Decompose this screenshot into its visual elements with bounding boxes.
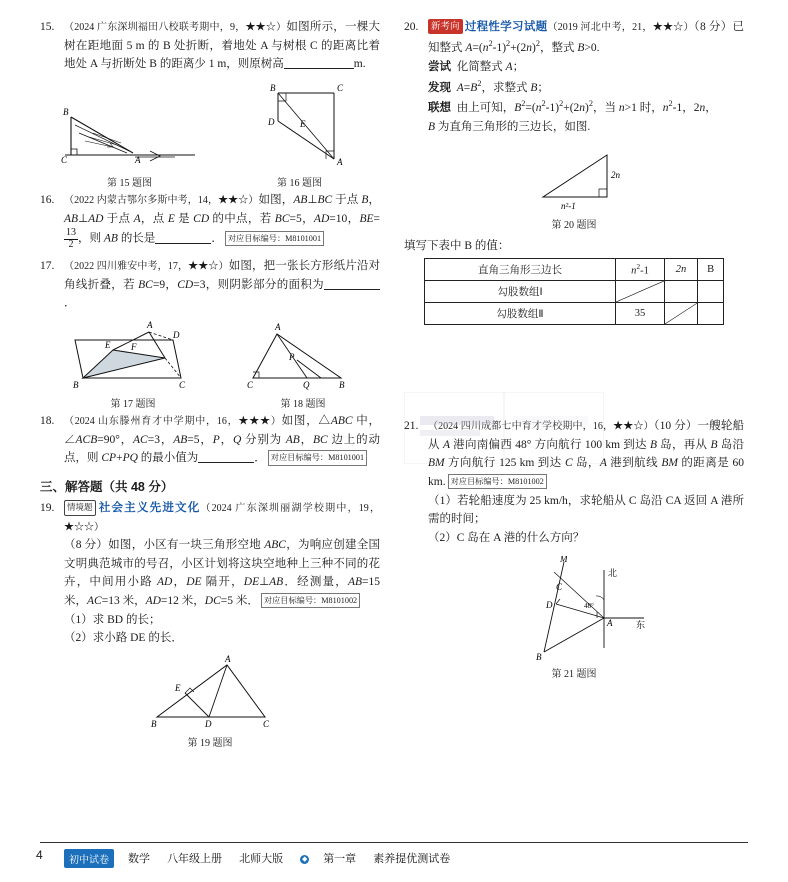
th-3: B [698,259,724,281]
figure-17 [53,320,213,410]
td-r1-c2[interactable] [664,303,697,325]
question-18-number: 18. [40,415,55,427]
question-16-code: 对应目标编号：M8101001 [225,231,324,246]
question-16-source: （2022 内蒙古鄂尔多斯中考，14，★★☆） [64,194,259,206]
svg-text:A: A [607,617,613,628]
question-17-blank[interactable] [324,278,380,290]
td-r0-c3[interactable] [698,281,724,303]
question-19-body: 情境题 社会主义先进文化（2024 广东深圳丽湖学校期中，19，★☆☆） （8 分）如图，小区有一块三角形空地 ABC，为响应创建全国文明典范城市的号召，小区计划将这块空地种上三种不同的花卉，中间用小路 AD，DE 隔开，DE⊥AB．经测量，AB=15 米，AC=13 米，AD=12 米，DC=5 米． 对应目标编号：M8101002 （1）求 BD 的长； （2）求小路 DE 的长． [64,501,381,645]
question-16-blank[interactable] [155,232,211,244]
svg-text:A: A [134,154,140,165]
question-20-score: （8 分） [693,21,733,33]
question-19-badge: 情境题 [64,500,96,516]
figure-21-caption: 第 21 题图 [551,668,597,680]
question-15-text: 如图所示，一棵大树在距地面 5 m 的 B 处折断，着地处 A 与树根 C 的距离比着地处 A 与折断处 B 的距离少 1 m，则原树高 [64,21,380,71]
svg-text:东: 东 [636,619,646,630]
svg-text:D: D [173,330,180,340]
figure-21 [404,556,744,680]
question-21-code: 对应目标编号：M8101002 [448,474,547,489]
question-21-body: （2024 四川成都七中育才学校期中，16，★★☆）（10 分）一艘轮船从 A 港向南偏西 48° 方向航行 100 km 到达 B 岛，再从 B 岛沿 BM 方向航行 125 km 到达 C 岛，A 港到航线 BM 的距离是 60 km. 对应目标编号：M8101002 （1）若轮船速度为 25 km/h，求轮船从 C 岛沿 CA 返回 A 港所需的时间； （2）C 岛在 A 港的什么方向？ [428,420,745,544]
figure-17-caption: 第 17 题图 [110,399,156,410]
svg-text:C: C [179,380,186,390]
footer-item-0: 数学 [128,853,150,865]
figure-18-drawing [239,320,367,394]
figure-20 [404,143,744,231]
section-heading: 三、解答题（共 48 分） [40,479,174,494]
question-19-number: 19. [40,501,55,514]
question-19-topic: 社会主义先进文化 [97,501,201,514]
table-row [425,281,724,303]
slash-line [665,303,697,324]
svg-text:E: E [105,340,111,350]
question-21-number: 21. [404,420,419,433]
figure-15-caption: 第 15 题图 [107,177,152,189]
footer-text [128,850,464,866]
question-16-body: （2022 内蒙古鄂尔多斯中考，14，★★☆）如图，AB⊥BC 于点 B，AB⊥AD 于点 A，点 E 是 CD 的中点，若 BC=5，AD=10，BE= $\frac{13}{2}$ ，则 AB 的长是 ． 对应目标编号：M8101001 [64,193,381,250]
figure-15-drawing [55,81,205,173]
svg-text:A: A [336,156,342,167]
question-19-source: （2024 广东深圳丽湖学校期中，19，★☆☆） [64,502,381,533]
footer-item-3: 第一章 [323,853,357,865]
page-footer [0,836,788,882]
question-18-body: （2024 山东滕州育才中学期中，16，★★★）如图，△ABC 中，∠ACB=90°，AC=3，AB=5，P，Q 分别为 AB，BC 边上的动点，则 CP+PQ 的最小值为 ． 对应目标编号：M8101001 [64,415,381,465]
page-number: 4 [36,848,43,862]
watermark-block [404,392,604,464]
th-2: 2n [664,259,697,281]
question-20-number: 20. [404,21,419,33]
svg-text:北: 北 [608,567,618,578]
question-19-sub-1: （1）求 BD 的长； [64,613,161,626]
question-15 [40,18,380,74]
right-column [404,18,744,682]
table-row [425,303,724,325]
question-20-label-3: 联想 [428,101,451,114]
svg-text:P: P [289,352,295,362]
question-19-score: （8 分） [64,539,109,552]
figure-20-caption: 第 20 题图 [551,220,597,232]
footer-divider [40,842,748,843]
question-16-number: 16. [40,193,55,206]
figure-19-drawing [135,655,285,733]
question-21-sub-2: （2）C 岛在 A 港的什么方向？ [428,531,585,544]
svg-text:C: C [60,154,67,165]
td-r1-c1: 35 [616,303,665,325]
question-19 [40,499,380,648]
question-20-label-2: 发现 [428,81,451,94]
svg-text:D: D [546,599,553,610]
svg-text:C: C [263,718,270,729]
svg-text:B: B [151,718,157,729]
question-18-blank[interactable] [198,451,254,463]
svg-text:48°: 48° [584,601,594,610]
question-19-code: 对应目标编号：M8101002 [261,593,360,608]
svg-text:A: A [225,654,231,664]
slash-line [616,281,664,302]
svg-text:D: D [267,116,274,127]
question-20-label-1: 尝试 [428,61,451,74]
footer-badge: 初中试卷 [64,849,114,868]
footer-item-4: 素养提优测试卷 [373,853,451,865]
bullet-icon: ◆ [301,856,308,863]
svg-text:2n: 2n [611,170,620,181]
question-18 [40,412,380,468]
svg-text:B: B [62,106,68,117]
svg-text:C: C [556,581,563,592]
svg-text:E: E [299,118,305,129]
svg-text:F: F [131,342,137,352]
svg-text:B: B [73,380,79,390]
td-r1-c3[interactable] [698,303,724,325]
svg-text:A: A [275,322,281,332]
question-15-unit: m. [353,58,366,71]
question-17-body: （2022 四川雅安中考，17，★★☆）如图，把一张长方形纸片沿对角线折叠，若 BC=9，CD=3，则阴影部分的面积为． [64,260,381,310]
svg-text:B: B [269,82,275,93]
left-column [40,18,380,751]
figure-18 [239,320,367,410]
question-16 [40,191,380,250]
th-0: 直角三角形三边长 [425,259,616,281]
figure-16 [234,81,366,189]
svg-text:M: M [560,555,568,564]
th-1: $n^2-1$ [616,259,665,281]
question-15-blank[interactable] [284,57,354,69]
svg-text:D: D [205,718,212,729]
td-r0-c0: 勾股数组Ⅰ [425,281,616,303]
table-header-row [425,259,724,281]
question-21-sub-1: （1）若轮船速度为 25 km/h，求轮船从 C 岛沿 CA 返回 A 港所需的时间； [428,494,744,526]
question-21-score: （10 分） [653,420,698,433]
question-15-body [64,18,380,74]
watermark-drawing [404,392,604,464]
question-19-sub-2: （2）求小路 DE 的长． [64,632,183,645]
question-20-body: 新考向 过程性学习试题（2019 河北中考，21，★★☆）（8 分）已知整式 $A=(n^2-1)^2+(2n)^2$，整式 B>0. 尝试 化简整式 A； 发现 $A=B^2$，求整式 B； 联想 由上可知，$B^2=(n^2-1)^2+(2n)^2$，当 n>1 时，$n^2-1$，2n， B 为直角三角形的三边长，如图. [428,21,745,133]
question-15-number: 15. [40,21,55,33]
figure-group-17-18 [40,320,380,410]
footer-item-2: 北师大版 [239,853,284,865]
figure-16-caption: 第 16 题图 [277,177,322,189]
footer-item-1: 八年级上册 [167,853,223,865]
figure-15 [55,81,205,189]
td-r0-c1[interactable] [616,281,665,303]
question-17-source: （2022 四川雅安中考，17，★★☆） [64,261,229,273]
figure-group-15-16 [40,81,380,189]
question-20 [404,18,744,136]
td-r0-c2 [664,281,697,303]
figure-19 [40,655,380,749]
question-17-number: 17. [40,260,55,273]
svg-text:B: B [536,651,542,662]
svg-text:C: C [247,380,254,390]
svg-text:Q: Q [303,380,310,390]
question-20-table-lead: 填写下表中 B 的值： [404,240,510,253]
question-20-table [424,258,724,325]
figure-18-caption: 第 18 题图 [280,399,326,410]
figure-21-drawing [494,556,654,664]
question-20-newtag: 新考向 [428,19,463,34]
svg-text:B: B [339,380,345,390]
svg-text:n²-1: n²-1 [561,201,576,212]
question-18-source: （2024 山东滕州育才中学期中，16，★★★） [64,416,282,427]
figure-20-drawing [499,143,649,215]
figure-19-caption: 第 19 题图 [187,737,233,749]
svg-text:C: C [336,82,343,93]
figure-17-drawing [53,320,213,394]
question-21-source: （2024 四川成都七中育才学校期中，16，★★☆） [428,421,654,433]
question-20-topic: 过程性学习试题 [464,21,548,33]
svg-text:A: A [147,320,153,330]
figure-16-drawing [234,81,366,173]
question-20-source: （2019 河北中考，21，★★☆） [547,22,694,33]
td-r1-c0: 勾股数组Ⅱ [425,303,616,325]
question-15-source: （2024 广东深圳福田八校联考期中，9，★★☆） [64,22,287,33]
svg-text:E: E [175,682,181,693]
question-17 [40,257,380,313]
question-18-code: 对应目标编号：M8101001 [268,450,367,465]
